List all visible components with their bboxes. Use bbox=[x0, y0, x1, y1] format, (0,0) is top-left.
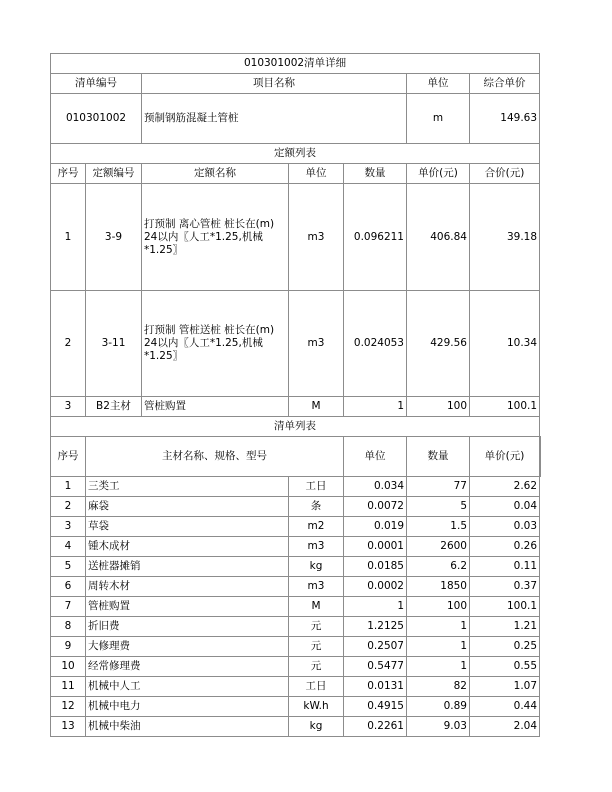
material-unit: 工日 bbox=[289, 477, 344, 497]
materials-header-row bbox=[51, 437, 541, 477]
material-name: 送桩器摊销 bbox=[86, 557, 289, 577]
material-qty: 1.2125 bbox=[344, 617, 407, 637]
row-no: 3 bbox=[51, 517, 86, 537]
materials-section-row bbox=[51, 417, 541, 437]
quota-header-row bbox=[51, 164, 541, 184]
quota-price: 100 bbox=[407, 397, 470, 417]
quota-section-row bbox=[51, 144, 541, 164]
material-name: 三类工 bbox=[86, 477, 289, 497]
quota-price: 429.56 bbox=[407, 291, 470, 397]
item-header-row bbox=[51, 74, 541, 94]
quota-qty: 0.096211 bbox=[344, 184, 407, 291]
quota-row bbox=[51, 184, 541, 291]
material-total: 0.11 bbox=[470, 557, 540, 577]
material-price: 0.89 bbox=[407, 697, 470, 717]
name-header: 项目名称 bbox=[142, 74, 407, 94]
material-name: 周转木材 bbox=[86, 577, 289, 597]
material-row bbox=[51, 497, 541, 517]
material-total: 0.55 bbox=[470, 657, 540, 677]
material-total: 0.44 bbox=[470, 697, 540, 717]
row-no: 5 bbox=[51, 557, 86, 577]
material-price: 1.5 bbox=[407, 517, 470, 537]
material-price: 100 bbox=[407, 597, 470, 617]
material-unit: m3 bbox=[289, 577, 344, 597]
quota-row bbox=[51, 291, 541, 397]
material-name: 机械中电力 bbox=[86, 697, 289, 717]
column-header: 单位 bbox=[344, 437, 407, 477]
material-name: 折旧费 bbox=[86, 617, 289, 637]
material-name: 机械中柴油 bbox=[86, 717, 289, 737]
item-row bbox=[51, 94, 541, 144]
material-qty: 0.0185 bbox=[344, 557, 407, 577]
material-name: 草袋 bbox=[86, 517, 289, 537]
row-no: 1 bbox=[51, 184, 86, 291]
column-header: 序号 bbox=[51, 437, 86, 477]
row-no: 10 bbox=[51, 657, 86, 677]
material-name: 大修理费 bbox=[86, 637, 289, 657]
material-total: 2.04 bbox=[470, 717, 540, 737]
column-header: 定额名称 bbox=[142, 164, 289, 184]
column-header: 数量 bbox=[344, 164, 407, 184]
material-unit: 元 bbox=[289, 657, 344, 677]
column-header: 单价(元) bbox=[407, 164, 470, 184]
column-header: 主材名称、规格、型号 bbox=[86, 437, 344, 477]
material-qty: 0.4915 bbox=[344, 697, 407, 717]
quota-total: 10.34 bbox=[470, 291, 540, 397]
item-unit: m bbox=[407, 94, 470, 144]
material-row bbox=[51, 657, 541, 677]
item-code: 010301002 bbox=[51, 94, 142, 144]
material-row bbox=[51, 577, 541, 597]
item-price: 149.63 bbox=[470, 94, 540, 144]
quota-name: 打预制 离心管桩 桩长在(m) 24以内〖人工*1.25,机械*1.25〗 bbox=[142, 184, 289, 291]
column-header: 单位 bbox=[289, 164, 344, 184]
material-row bbox=[51, 517, 541, 537]
material-qty: 0.0072 bbox=[344, 497, 407, 517]
row-no: 2 bbox=[51, 291, 86, 397]
material-price: 1 bbox=[407, 617, 470, 637]
material-qty: 1 bbox=[344, 597, 407, 617]
material-total: 0.03 bbox=[470, 517, 540, 537]
material-unit: kg bbox=[289, 717, 344, 737]
material-row bbox=[51, 537, 541, 557]
quota-unit: m3 bbox=[289, 291, 344, 397]
column-header: 合价(元) bbox=[470, 164, 540, 184]
quota-total: 100.1 bbox=[470, 397, 540, 417]
material-unit: 元 bbox=[289, 637, 344, 657]
material-row bbox=[51, 717, 541, 737]
quota-section-title: 定额列表 bbox=[51, 144, 540, 164]
material-total: 2.62 bbox=[470, 477, 540, 497]
row-no: 1 bbox=[51, 477, 86, 497]
material-qty: 0.0131 bbox=[344, 677, 407, 697]
material-row bbox=[51, 637, 541, 657]
material-row bbox=[51, 477, 541, 497]
row-no: 2 bbox=[51, 497, 86, 517]
material-name: 经常修理费 bbox=[86, 657, 289, 677]
material-qty: 0.0002 bbox=[344, 577, 407, 597]
column-header: 序号 bbox=[51, 164, 86, 184]
material-qty: 0.2507 bbox=[344, 637, 407, 657]
column-header: 单价(元) bbox=[470, 437, 540, 477]
material-name: 管桩购置 bbox=[86, 597, 289, 617]
row-no: 8 bbox=[51, 617, 86, 637]
material-price: 2600 bbox=[407, 537, 470, 557]
material-name: 麻袋 bbox=[86, 497, 289, 517]
material-price: 5 bbox=[407, 497, 470, 517]
quota-qty: 0.024053 bbox=[344, 291, 407, 397]
row-no: 12 bbox=[51, 697, 86, 717]
material-total: 0.26 bbox=[470, 537, 540, 557]
material-unit: kW.h bbox=[289, 697, 344, 717]
material-total: 1.21 bbox=[470, 617, 540, 637]
quota-unit: M bbox=[289, 397, 344, 417]
unit-header: 单位 bbox=[407, 74, 470, 94]
material-qty: 0.0001 bbox=[344, 537, 407, 557]
bill-detail-table bbox=[50, 53, 541, 737]
material-price: 1850 bbox=[407, 577, 470, 597]
quota-price: 406.84 bbox=[407, 184, 470, 291]
material-rows bbox=[51, 477, 541, 737]
materials-section-title: 清单列表 bbox=[51, 417, 540, 437]
title-row bbox=[51, 54, 541, 74]
quota-row bbox=[51, 397, 541, 417]
material-price: 9.03 bbox=[407, 717, 470, 737]
material-name: 机械中人工 bbox=[86, 677, 289, 697]
row-no: 13 bbox=[51, 717, 86, 737]
material-qty: 0.5477 bbox=[344, 657, 407, 677]
material-unit: m2 bbox=[289, 517, 344, 537]
price-header: 综合单价 bbox=[470, 74, 540, 94]
material-unit: 条 bbox=[289, 497, 344, 517]
material-total: 0.37 bbox=[470, 577, 540, 597]
quota-name: 打预制 管桩送桩 桩长在(m) 24以内〖人工*1.25,机械*1.25〗 bbox=[142, 291, 289, 397]
column-header: 定额编号 bbox=[86, 164, 142, 184]
material-total: 0.04 bbox=[470, 497, 540, 517]
material-row bbox=[51, 617, 541, 637]
material-row bbox=[51, 677, 541, 697]
code-header: 清单编号 bbox=[51, 74, 142, 94]
row-no: 3 bbox=[51, 397, 86, 417]
material-row bbox=[51, 697, 541, 717]
row-no: 4 bbox=[51, 537, 86, 557]
column-header bbox=[540, 437, 541, 477]
quota-name: 管桩购置 bbox=[142, 397, 289, 417]
material-price: 6.2 bbox=[407, 557, 470, 577]
material-total: 100.1 bbox=[470, 597, 540, 617]
item-name: 预制钢筋混凝土管桩 bbox=[142, 94, 407, 144]
quota-qty: 1 bbox=[344, 397, 407, 417]
material-qty: 0.2261 bbox=[344, 717, 407, 737]
row-no: 6 bbox=[51, 577, 86, 597]
material-unit: m3 bbox=[289, 537, 344, 557]
material-price: 82 bbox=[407, 677, 470, 697]
material-total: 1.07 bbox=[470, 677, 540, 697]
quota-code: 3-11 bbox=[86, 291, 142, 397]
material-price: 77 bbox=[407, 477, 470, 497]
quota-unit: m3 bbox=[289, 184, 344, 291]
material-unit: 元 bbox=[289, 617, 344, 637]
row-no: 11 bbox=[51, 677, 86, 697]
quota-total: 39.18 bbox=[470, 184, 540, 291]
row-no: 9 bbox=[51, 637, 86, 657]
material-price: 1 bbox=[407, 657, 470, 677]
quota-code: 3-9 bbox=[86, 184, 142, 291]
material-row bbox=[51, 557, 541, 577]
page-title: 010301002清单详细 bbox=[51, 54, 540, 74]
material-unit: kg bbox=[289, 557, 344, 577]
row-no: 7 bbox=[51, 597, 86, 617]
material-unit: M bbox=[289, 597, 344, 617]
column-header: 数量 bbox=[407, 437, 470, 477]
material-unit: 工日 bbox=[289, 677, 344, 697]
material-price: 1 bbox=[407, 637, 470, 657]
material-row bbox=[51, 597, 541, 617]
material-qty: 0.034 bbox=[344, 477, 407, 497]
material-qty: 0.019 bbox=[344, 517, 407, 537]
quota-code: B2主材 bbox=[86, 397, 142, 417]
material-name: 锺木成材 bbox=[86, 537, 289, 557]
material-total: 0.25 bbox=[470, 637, 540, 657]
